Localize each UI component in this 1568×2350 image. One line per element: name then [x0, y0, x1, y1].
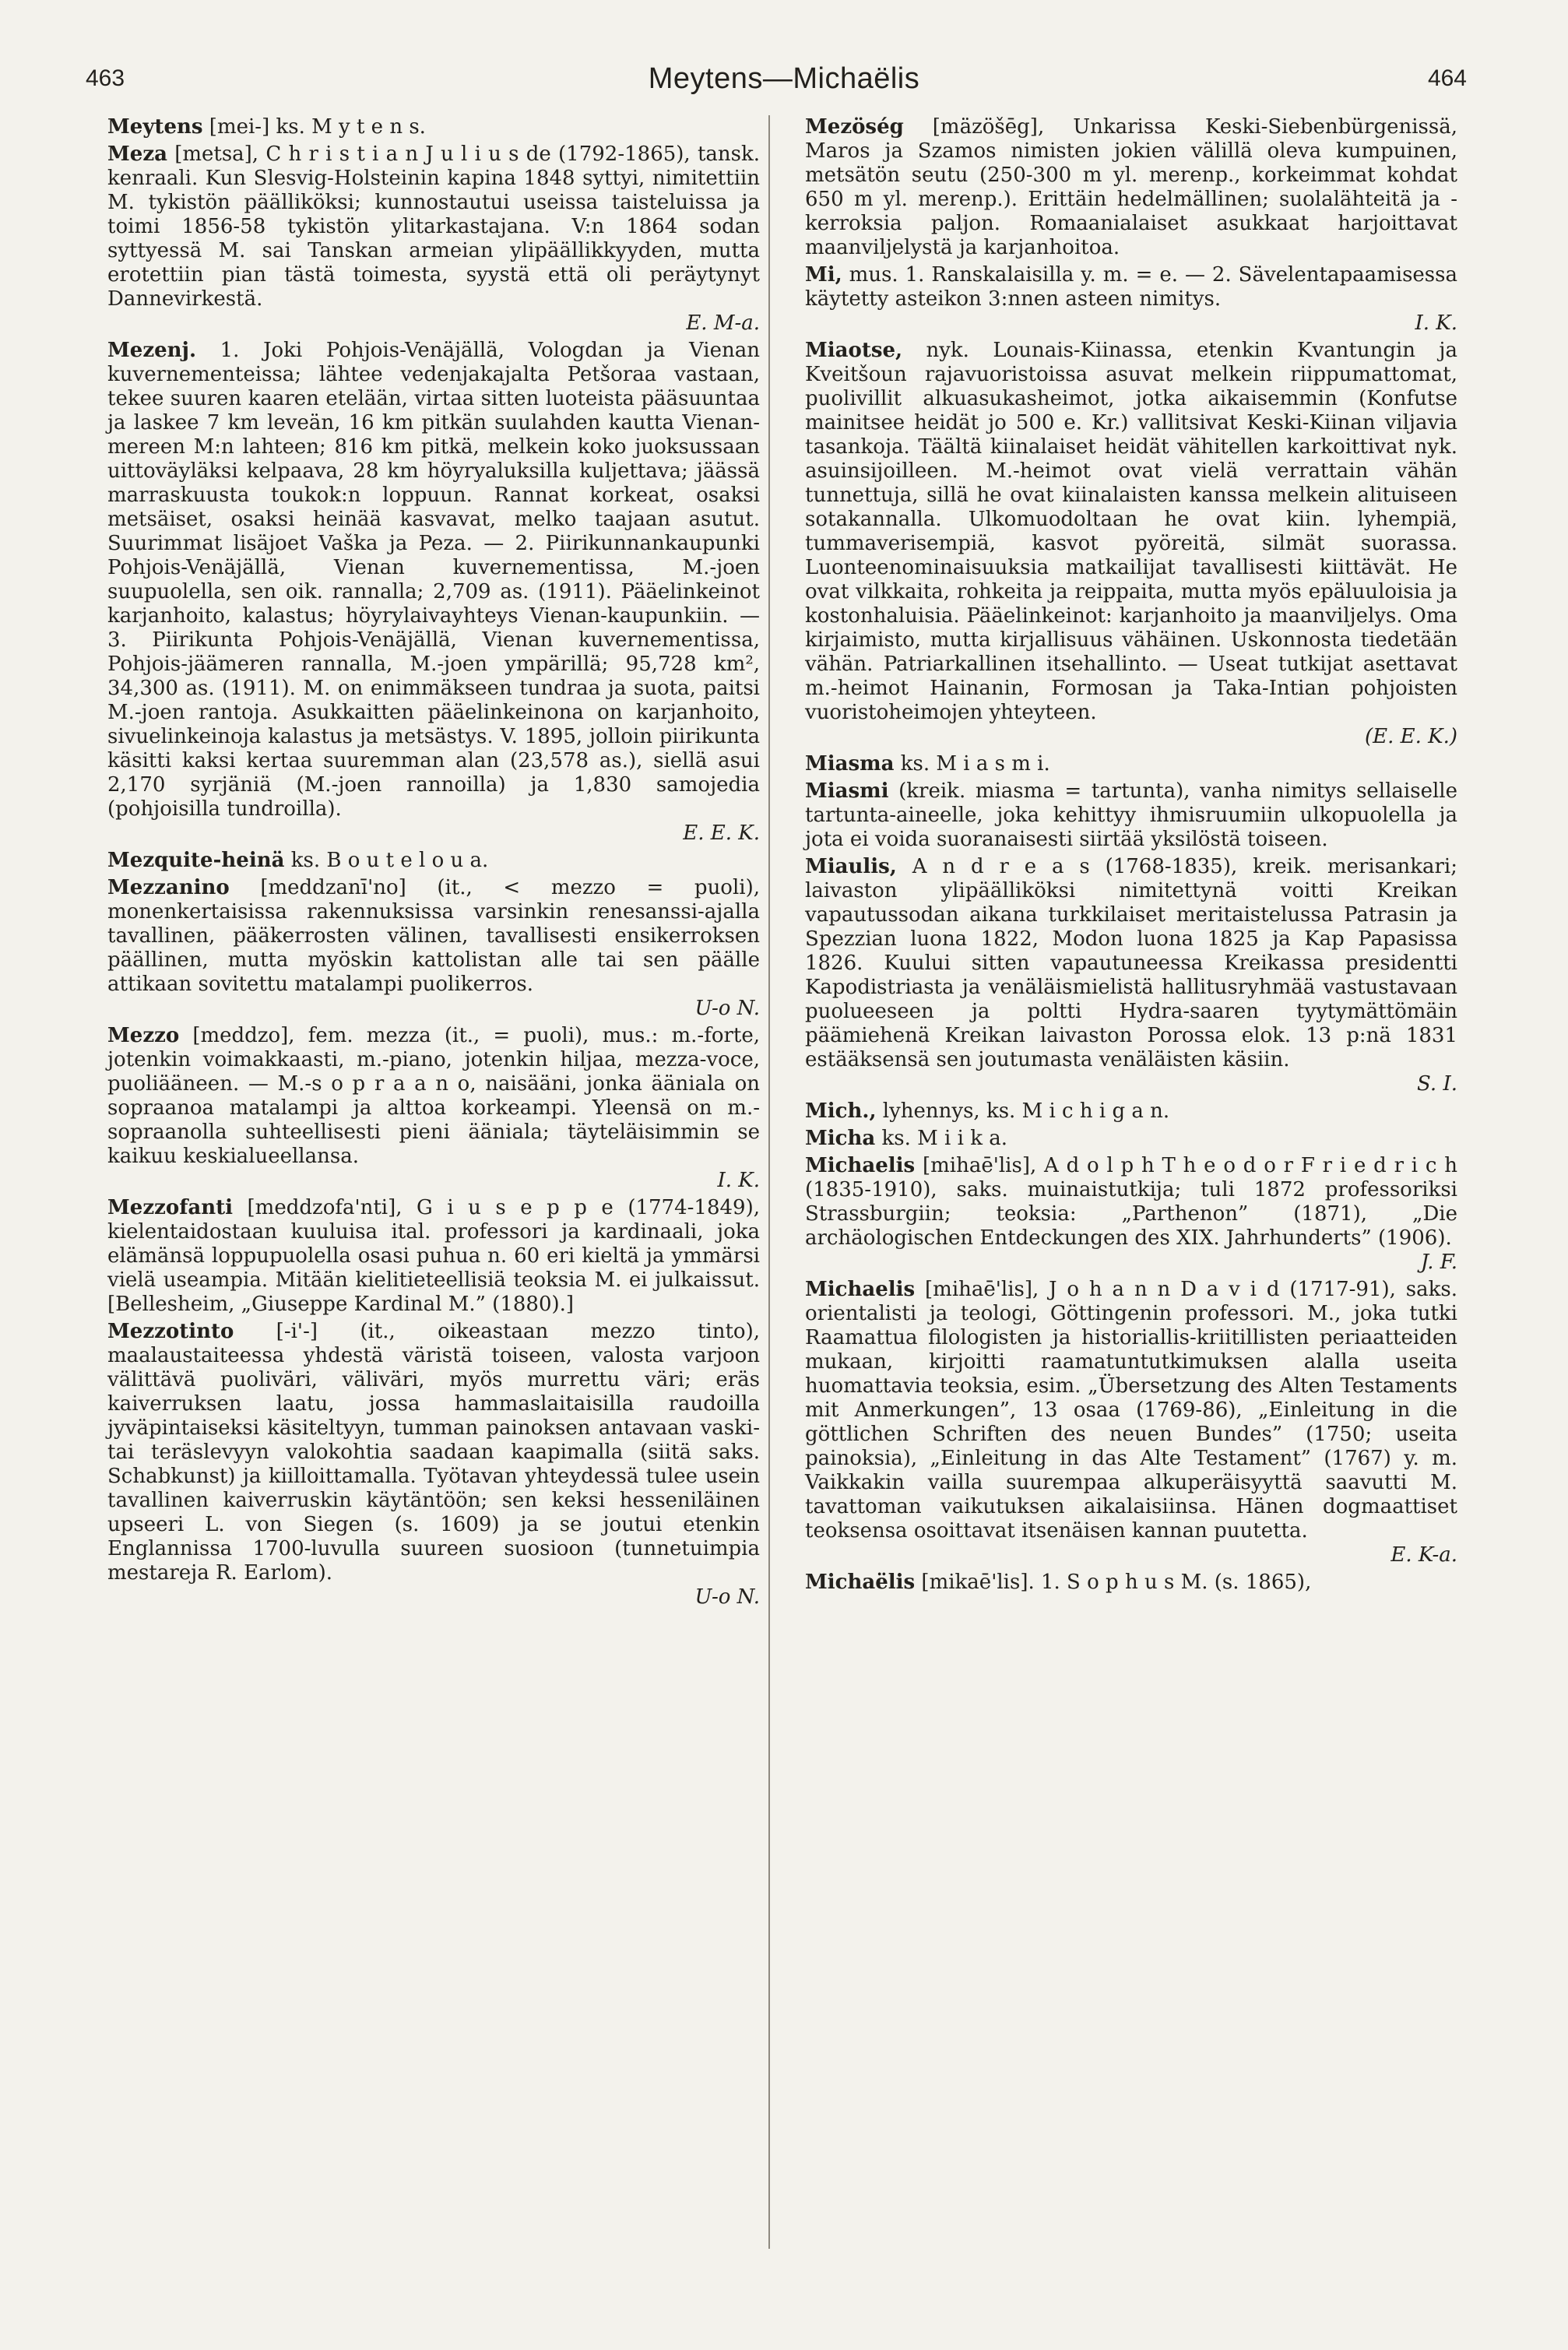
- entry-text: (kreik. miasma = tartunta), vanha nimitys sellaiselle tartunta-aineelle, joka kehittyy ihmisruumiin ulkopuolella ja jota ei voida suoranaisesti siirtää yksilöstä toiseen.: [805, 779, 1457, 851]
- dictionary-entry: [805, 1154, 1457, 1275]
- entry-text: lyhennys, ks. M i c h i g a n.: [876, 1099, 1170, 1123]
- entry-text: nyk. Lounais-Kiinassa, etenkin Kvantungin ja Kveitšoun rajavuoristoissa asuvat melkein riippumattomat, puolivillit alkuasukasheimot, jotka aikaisemmin (Konfutse mainitsee heidät jo 500 e. Kr.) vallitsivat Keski-Kiinan viljavia tasankoja. Täältä kiinalaiset heidät vähitellen karkoittivat nyk. asuinsijoilleen. M.-heimot ovat vielä verrattain vähän tunnettuja, sillä he ovat kiinalaisten kanssa melkein alituiseen sotakannalla. Ulkomuodoltaan he ovat kiin. lyhempiä, tummaverisempiä, kasvot pyöreitä, silmät suorassa. Luonteenominaisuuksia matkailijat tavallisesti kiittävät. He ovat vilkkaita, rohkeita ja reippaita, mutta myös epäluuloisia ja kostonhaluisia. Pääelinkeinot: karjanhoito ja maanviljelys. Oma kirjaimisto, mutta kirjallisuus vähäinen. Uskonnosta tiedetään vähän. Patriarkallinen itsehallinto. — Useat tutkijat asettavat m.-heimot Hainanin, Formosan ja Taka-Intian pohjoisten vuoristoheimojen yhteyteen.: [805, 339, 1457, 724]
- entry-signature: E. E. K.: [683, 821, 760, 845]
- entry-headword: Mi,: [805, 263, 842, 287]
- column-divider: [768, 115, 770, 2249]
- dictionary-entry: [107, 115, 760, 139]
- entry-headword: Miaulis,: [805, 855, 897, 878]
- dictionary-entry: [107, 142, 760, 336]
- entry-signature: U-o N.: [694, 997, 760, 1020]
- dictionary-entry: [805, 263, 1457, 336]
- dictionary-entry: [805, 339, 1457, 749]
- page-number-right: 464: [1427, 65, 1467, 91]
- entry-text: [mäzöšēg], Unkarissa Keski-Siebenbürgenissä, Maros ja Szamos nimisten jokien välillä oleva kumpuinen, metsätön seutu (250-300 m yl. merenp., korkeimmat kohdat 650 m yl. merenp.). Erittäin hedelmällinen; suolalähteitä ja -kerroksia paljon. Romaanialaiset asukkaat harjoittavat maanviljelystä ja karjanhoitoa.: [805, 115, 1457, 259]
- entry-headword: Miasma: [805, 752, 895, 776]
- entry-text: [mihaē'lis], J o h a n n D a v i d (1717-91), saks. orientalisti ja teologi, Göttingenin professori. M., joka tutki Raamattua filologisten ja historiallis-kriitillisten periaatteiden mukaan, kirjoitti raamatuntutkimuksen alalla useita huomattavia teoksia, esim. „Übersetzung des Alten Testaments mit Anmerkungen”, 13 osaa (1769-86), „Einleitung in die göttlichen Schriften des neuen Bundes” (1750; useita painoksia), „Einleitung in das Alte Testament” (1767) y. m. Vaikkakin vailla suurempaa alkuperäisyyttä saavutti M. tavattoman vaikutuksen aikalaisiinsa. Hänen dogmaattiset teoksensa osoittavat itsenäisen kannan puutetta.: [805, 1278, 1457, 1543]
- entry-text: [meddzofa'nti], G i u s e p p e (1774-1849), kielentaidostaan kuuluisa ital. professori ja kardinaali, joka elämänsä loppupuolella osasi puhua n. 60 eri kieltä ja ymmärsi vielä useampia. Mitään kielitieteellisiä teoksia M. ei julkaissut. [Bellesheim, „Giuseppe Kardinal M.” (1880).]: [107, 1196, 760, 1316]
- entry-signature: I. K.: [1415, 311, 1457, 335]
- dictionary-entry: [107, 849, 760, 873]
- entry-headword: Michaëlis: [805, 1571, 916, 1594]
- entry-text: ks. M i a s m i.: [894, 752, 1050, 776]
- entry-signature: J. F.: [1420, 1251, 1457, 1274]
- left-column: [107, 115, 760, 1613]
- entry-text: [mikaē'lis]. 1. S o p h u s M. (s. 1865),: [915, 1571, 1312, 1594]
- entry-text: ks. M i i k a.: [875, 1127, 1007, 1150]
- entry-headword: Meytens: [107, 115, 203, 139]
- dictionary-entry: [805, 752, 1457, 776]
- entry-headword: Michaelis: [805, 1278, 916, 1301]
- dictionary-entry: [805, 1571, 1457, 1595]
- entry-text: A n d r e a s (1768-1835), kreik. merisankari; laivaston ylipäälliköksi nimitettynä voitti Kreikan vapautussodan aikana turkkilaiset meritaistelussa Patrasin ja Spezzian luona 1822, Modon luona 1825 ja Kap Papasissa 1826. Kuului sitten vapautuneessa Kreikassa presidentti Kapodistriasta ja venäläismielistä hallitusryhmää vastustavaan puolueeseen ja poltti Hydra-saaren tyytymättömäin päämiehenä Kreikan laivaston Porossa elok. 13 p:nä 1831 estääksensä sen joutumasta venäläisten käsiin.: [805, 855, 1457, 1071]
- entry-signature: I. K.: [717, 1169, 760, 1192]
- entry-headword: Mezenj.: [107, 339, 196, 362]
- dictionary-entry: [107, 339, 760, 846]
- entry-headword: Mezöség: [805, 115, 904, 139]
- entry-headword: Mezzo: [107, 1024, 180, 1047]
- entry-headword: Mezquite-heinä: [107, 849, 285, 872]
- entry-headword: Miaotse,: [805, 339, 903, 362]
- entry-headword: Mich.,: [805, 1099, 877, 1123]
- entry-headword: Miasmi: [805, 779, 889, 803]
- entry-text: [meddzanī'no] (it., < mezzo = puoli), monenkertaisissa rakennuksissa varsinkin renesanssi-ajalla tavallinen, pääkerrosten välinen, tavallisesti ensikerroksen päällinen, mutta myöskin kattolistan alle tai sen päälle attikaan sovitettu matalampi puolikerros.: [107, 876, 760, 996]
- entry-signature: S. I.: [1417, 1072, 1457, 1096]
- entry-signature: E. M-a.: [686, 311, 760, 335]
- entry-text: 1. Joki Pohjois-Venäjällä, Vologdan ja Vienan kuvernementeissa; lähtee vedenjakajalta Petšoraa vastaan, tekee suuren kaaren etelään, virtaa sitten luoteista pääsuuntaa ja laskee 7 km leveän, 16 km pitkän suulahden kautta Vienan-mereen M:n lahteen; 816 km pitkä, melkein koko juoksussaan uittoväyläksi kelpaava, 28 km höyryaluksilla kuljettava; jäässä marraskuusta toukok:n loppuun. Rannat korkeat, osaksi metsäiset, osaksi heinää kasvavat, melko taajaan asutut. Suurimmat lisäjoet Vaška ja Peza. — 2. Piirikunnankaupunki Pohjois-Venäjällä, Vienan kuvernementissa, M.-joen suupuolella, sen oik. rannalla; 2,709 as. (1911). Pääelinkeinot karjanhoito, kalastus; höyrylaivayhteys Vienan-kaupunkiin. — 3. Piirikunta Pohjois-Venäjällä, Vienan kuvernementissa, Pohjois-jäämeren rannalla, M.-joen ympärillä; 95,728 km², 34,300 as. (1911). M. on enimmäkseen tundraa ja suota, paitsi M.-joen rantoja. Asukkaitten pääelinkeinona on karjanhoito, sivuelinkeinoja kalastus ja metsästys. V. 1895, jolloin piirikunta käsitti kaksi kertaa suuremman alan (23,578 as.), siellä asui 2,170 syrjäniä (M.-joen rannoilla) ja 1,830 samojedia (pohjoisilla tundroilla).: [107, 339, 760, 821]
- entry-headword: Mezzotinto: [107, 1320, 234, 1343]
- dictionary-entry: [805, 779, 1457, 852]
- dictionary-entry: [107, 1196, 760, 1317]
- dictionary-entry: [805, 855, 1457, 1096]
- dictionary-entry: [107, 876, 760, 1021]
- entry-headword: Mezzanino: [107, 876, 230, 899]
- entry-text: ks. B o u t e l o u a.: [284, 849, 489, 872]
- page-number-left: 463: [86, 65, 125, 91]
- entry-headword: Michaelis: [805, 1154, 916, 1177]
- entry-text: [mei-] ks. M y t e n s.: [202, 115, 426, 139]
- right-column: [805, 115, 1457, 1598]
- dictionary-entry: [805, 1278, 1457, 1567]
- entry-text: [meddzo], fem. mezza (it., = puoli), mus.: m.-forte, jotenkin voimakkaasti, m.-piano, jotenkin hiljaa, mezza-voce, puoliääneen. — M.-s o p r a a n o, naisääni, jonka ääniala on sopraanoa matalampi ja alttoa korkeampi. Yleensä on m.-sopraanolla suhteellisesti pieni ääniala; täyteläisimmin se kaikuu keskialueellansa.: [107, 1024, 760, 1168]
- entry-text: [-i'-] (it., oikeastaan mezzo tinto), maalaustaiteessa yhdestä väristä toiseen, valosta varjoon välittävä puoliväri, väliväri, myös murrettu väri; eräs kaiverruksen laatu, jossa hammaslaitaisilla raudoilla jyväpintaiseksi käsiteltyyn, tumman painoksen antavaan vaski- tai teräslevyyn valokohtia saadaan kaapimalla (siitä saks. Schabkunst) ja kiilloittamalla. Työtavan yhteydessä tulee usein tavallinen kaiverruskin käytäntöön; sen keksi hesseniläinen upseeri L. von Siegen (s. 1609) ja se joutui etenkin Englannissa 1700-luvulla suureen suosioon (tunnetuimpia mestareja R. Earlom).: [107, 1320, 760, 1585]
- entry-text: [metsa], C h r i s t i a n J u l i u s de (1792-1865), tansk. kenraali. Kun Slesvig-Holsteinin kapina 1848 syttyi, nimitettiin M. tykistön päälliköksi; kunnostautui useissa taisteluissa ja toimi 1856-58 tykistön ylitarkastajana. V:n 1864 sodan syttyessä M. sai Tanskan armeian ylipäällikkyyden, mutta erotettiin pian tästä toimesta, syystä että oli peräytynyt Dannevirkestä.: [107, 142, 760, 311]
- dictionary-entry: [805, 1099, 1457, 1124]
- entry-headword: Micha: [805, 1127, 876, 1150]
- entry-signature: U-o N.: [694, 1585, 760, 1609]
- running-head: Meytens—Michaëlis: [648, 62, 920, 95]
- dictionary-entry: [805, 1127, 1457, 1151]
- entry-text: [mihaē'lis], A d o l p h T h e o d o r F r i e d r i c h (1835-1910), saks. muinaistutkija; tuli 1872 professoriksi Strassburgiin; teoksia: „Parthenon” (1871), „Die archäologischen Entdeckungen des XIX. Jahrhunderts” (1906).: [805, 1154, 1457, 1250]
- entry-text: mus. 1. Ranskalaisilla y. m. = e. — 2. Sävelentapaamisessa käytetty asteikon 3:nnen asteen nimitys.: [805, 263, 1457, 311]
- dictionary-entry: [107, 1320, 760, 1609]
- entry-headword: Meza: [107, 142, 167, 166]
- entry-headword: Mezzofanti: [107, 1196, 234, 1219]
- entry-signature: E. K-a.: [1390, 1543, 1457, 1567]
- dictionary-entry: [107, 1024, 760, 1193]
- dictionary-entry: [805, 115, 1457, 260]
- entry-signature: (E. E. K.): [1365, 725, 1457, 748]
